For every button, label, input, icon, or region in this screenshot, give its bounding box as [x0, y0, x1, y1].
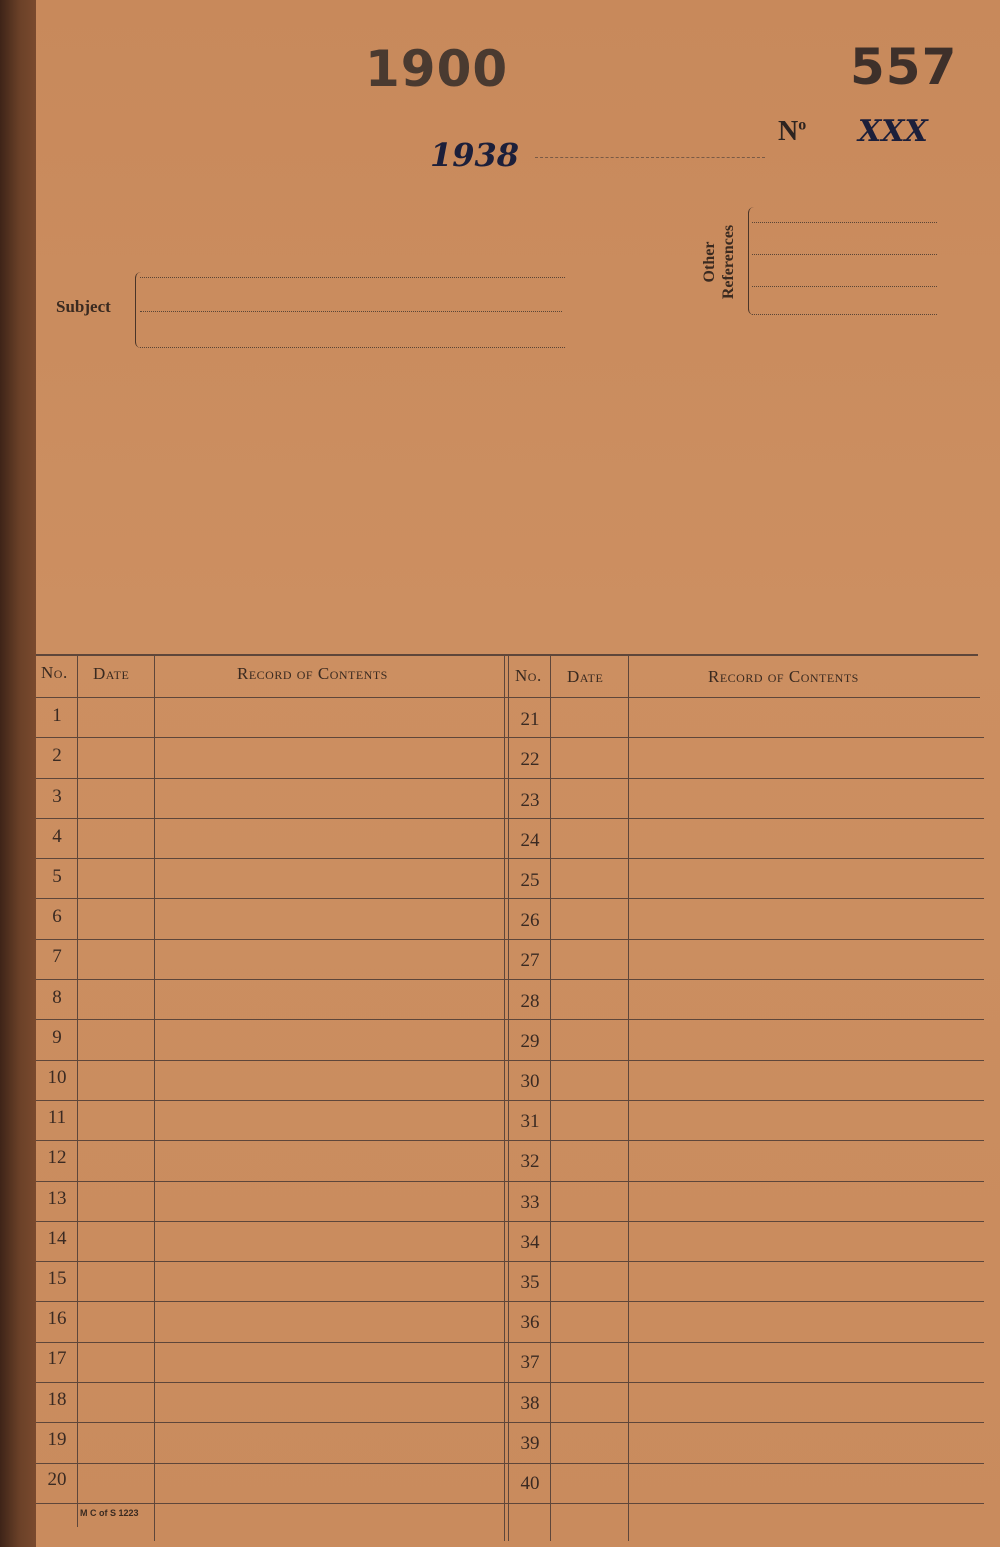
row-number-left: 7: [52, 946, 62, 968]
row-divider: [36, 1140, 984, 1141]
form-code: M C of S 1223: [80, 1508, 139, 1518]
year-underline: [535, 157, 765, 158]
row-number-right: 32: [520, 1151, 540, 1173]
row-divider: [36, 939, 984, 940]
subject-line-2: [140, 311, 562, 312]
row-number-left: 17: [47, 1348, 67, 1370]
other-ref-line-1: [752, 222, 937, 223]
row-number-left: 11: [47, 1107, 67, 1129]
col-divider-date-right: [628, 656, 629, 1541]
row-number-right: 24: [520, 829, 540, 851]
row-divider: [36, 1382, 984, 1383]
subject-brace: [135, 272, 142, 348]
row-number-left: 12: [47, 1147, 67, 1169]
row-number-left: 10: [47, 1067, 67, 1088]
row-number-right: 28: [520, 990, 540, 1012]
row-number-left: 6: [52, 906, 62, 928]
other-ref-line-4: [752, 314, 937, 315]
row-number-left: 15: [47, 1268, 67, 1289]
table-top-border: [36, 654, 978, 656]
row-number-right: 26: [520, 910, 540, 932]
row-number-left: 5: [52, 866, 62, 887]
header-no-right: No.: [515, 666, 542, 685]
row-number-left: 16: [47, 1308, 67, 1330]
subject-line-1: [140, 277, 565, 278]
row-divider: [36, 1503, 984, 1504]
row-number-right: 39: [520, 1432, 540, 1454]
row-divider: [36, 1019, 984, 1020]
row-divider: [36, 1342, 984, 1343]
row-number-left: 8: [52, 986, 62, 1008]
row-divider: [36, 898, 984, 899]
other-references-brace: [748, 207, 755, 315]
row-divider: [36, 1221, 984, 1222]
row-number-left: 9: [52, 1026, 62, 1048]
row-number-left: 4: [52, 825, 62, 847]
row-number-right: 33: [520, 1191, 540, 1213]
row-number-left: 19: [47, 1428, 67, 1450]
col-divider-middle-a: [504, 656, 505, 1541]
row-number-right: 25: [520, 870, 540, 891]
row-number-right: 21: [520, 709, 540, 731]
row-number-left: 2: [52, 745, 62, 767]
row-divider: [36, 1060, 984, 1061]
row-divider: [36, 1422, 984, 1423]
row-number-right: 31: [520, 1111, 540, 1133]
handwritten-year: 1938: [430, 136, 520, 174]
row-divider: [36, 1301, 984, 1302]
row-divider: [36, 858, 984, 859]
row-divider: [36, 778, 984, 779]
header-date-left: Date: [93, 664, 130, 683]
row-number-left: 18: [47, 1388, 67, 1410]
row-number-right: 37: [520, 1352, 540, 1374]
subject-label: Subject: [56, 297, 111, 316]
header-no-left: No.: [41, 663, 68, 682]
col-divider-no-right: [550, 656, 551, 1541]
row-divider: [36, 1100, 984, 1101]
row-number-right: 38: [520, 1392, 540, 1414]
row-number-left: 3: [52, 785, 62, 807]
row-divider: [36, 1261, 984, 1262]
row-divider: [36, 737, 984, 738]
row-number-right: 34: [520, 1231, 540, 1253]
row-divider: [36, 1463, 984, 1464]
stamped-year: 1900: [365, 40, 509, 98]
row-number-right: 29: [520, 1030, 540, 1052]
stamped-file-number: 557: [850, 38, 958, 96]
row-number-left: 13: [47, 1187, 67, 1209]
col-divider-middle-b: [508, 656, 509, 1541]
header-date-right: Date: [567, 667, 604, 686]
subject-line-3: [140, 347, 565, 348]
row-number-right: 36: [520, 1312, 540, 1334]
other-ref-line-2: [752, 254, 937, 255]
row-number-right: 30: [520, 1071, 540, 1092]
row-number-left: 20: [47, 1469, 67, 1490]
binding-strip: [0, 0, 36, 1547]
row-number-right: 40: [520, 1473, 540, 1494]
row-divider: [36, 979, 984, 980]
row-number-right: 22: [520, 749, 540, 771]
other-references-label: Other References: [701, 224, 737, 300]
row-divider: [36, 818, 984, 819]
row-number-left: 14: [47, 1227, 67, 1249]
row-divider: [36, 1181, 984, 1182]
row-number-right: 23: [520, 789, 540, 811]
col-divider-date-left: [154, 656, 155, 1541]
row-number-right: 35: [520, 1272, 540, 1293]
row-number-right: 27: [520, 950, 540, 972]
header-record-left: Record of Contents: [237, 664, 388, 683]
row-number-left: 1: [52, 705, 62, 727]
col-divider-no-left: [77, 656, 78, 1527]
header-record-right: Record of Contents: [708, 667, 859, 686]
number-label: $N^o$: [778, 116, 807, 147]
other-ref-line-3: [752, 286, 937, 287]
handwritten-file-number: XXX: [858, 114, 928, 149]
